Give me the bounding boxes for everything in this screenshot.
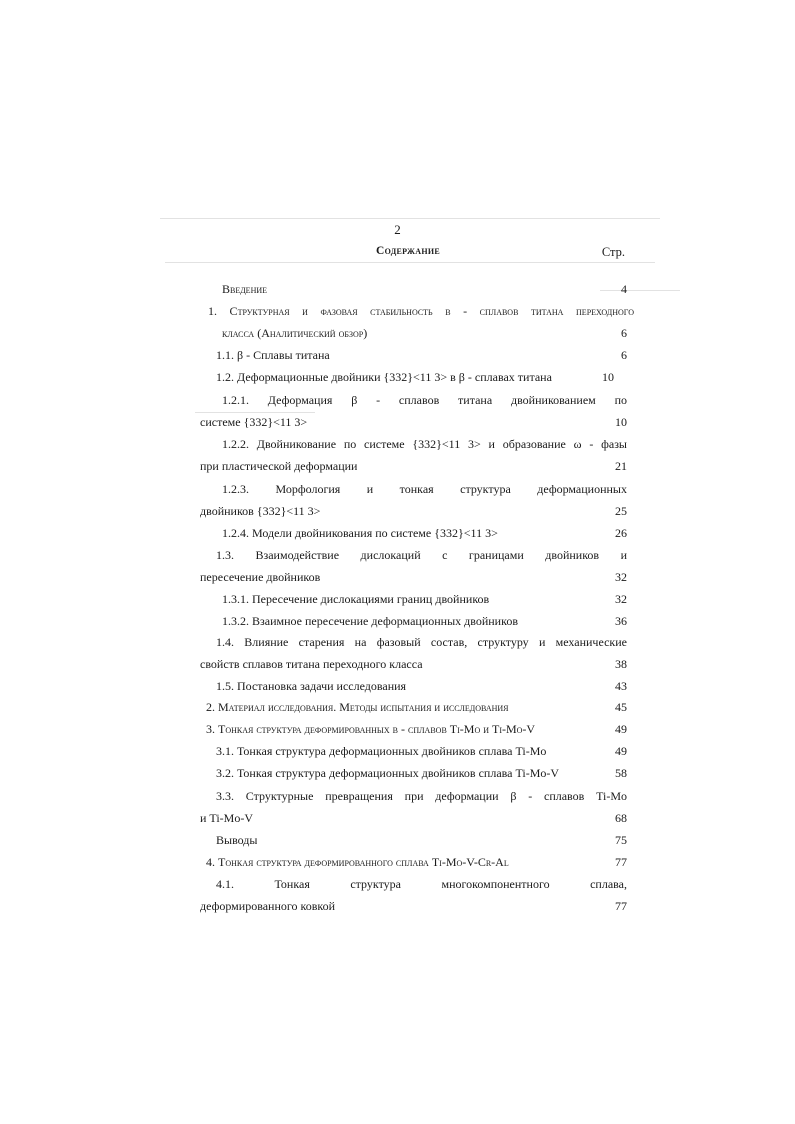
toc-entry-text: 1.1. β - Сплавы титана [216, 348, 330, 362]
toc-entry-page: 49 [615, 722, 627, 736]
toc-entry-text: 1.2.4. Модели двойникования по системе {332}<11 3> [222, 526, 498, 540]
toc-entry-ch2 [200, 697, 627, 717]
toc-entry-text: 4.1. Тонкая структура многокомпонентного сплава, [216, 877, 627, 891]
toc-entry-1-4-line2 [200, 654, 627, 674]
toc-entry-text: Введение [222, 282, 268, 296]
toc-entry-ch1-line2 [200, 323, 627, 343]
toc-entry-page: 49 [615, 744, 627, 758]
toc-entry-text: 1.5. Постановка задачи исследования [216, 679, 407, 693]
toc-entry-page: 6 [621, 348, 627, 362]
toc-entry-3-1 [200, 741, 627, 761]
toc-entry-1-2-2-line1 [222, 434, 627, 454]
toc-entry-text: 3.2. Тонкая структура деформационных двойников сплава Ti-Mo-V [216, 766, 560, 780]
toc-entry-text: 2. Материал исследования. Методы испытания и исследования [206, 700, 509, 714]
toc-entry-page: 10 [602, 370, 614, 384]
toc-entry-intro [200, 279, 627, 299]
toc-entry-ch4 [200, 852, 627, 872]
toc-entry-4-1-line1 [216, 874, 627, 894]
toc-entry-text: 4. Тонкая структура деформированного сплава Ti-Mo-V-Cr-Al [206, 855, 509, 869]
toc-entry-text: 1. Структурная и фазовая стабильность β - сплавов титана переходного [208, 304, 634, 318]
page-number: 2 [394, 222, 401, 237]
toc-entry-1-2-1-line1 [222, 390, 627, 410]
toc-entry-page: 6 [621, 326, 627, 340]
toc-entry-text: 1.3.1. Пересечение дислокациями границ двойников [222, 592, 490, 606]
toc-entry-ch1-line1 [208, 301, 634, 321]
toc-entry-1-2-4 [200, 523, 627, 543]
toc-entry-text: 1.2.1. Деформация β - сплавов титана двойникованием по [222, 393, 627, 407]
toc-entry-1-2-3-line1 [222, 479, 627, 499]
toc-entry-page: 36 [615, 614, 627, 628]
toc-entry-page: 68 [615, 811, 627, 825]
toc-entry-conclusions [200, 830, 627, 850]
toc-entry-page: 25 [615, 504, 627, 518]
toc-entry-text: Выводы [216, 833, 258, 847]
scan-noise [165, 262, 655, 263]
toc-entry-text: свойств сплавов титана переходного класса [200, 657, 423, 671]
toc-entry-3-3-line2 [200, 808, 627, 828]
toc-entry-text: и Ti-Mo-V [200, 811, 253, 825]
toc-entry-ch3 [200, 719, 627, 739]
toc-entry-1-1 [200, 345, 627, 365]
toc-entry-text: 1.4. Влияние старения на фазовый состав, структуру и механические [216, 635, 627, 649]
toc-entry-text: при пластической деформации [200, 459, 358, 473]
toc-entry-page: 43 [615, 679, 627, 693]
toc-entry-page: 77 [615, 855, 627, 869]
toc-entry-1-2 [200, 367, 627, 387]
toc-entry-text: пересечение двойников [200, 570, 321, 584]
page-column-label: Стр. [601, 245, 625, 259]
toc-entry-page: 32 [615, 570, 627, 584]
toc-entry-text: класса (Аналитический обзор) [222, 326, 368, 340]
toc-entry-1-3-line2 [200, 567, 627, 587]
toc-entry-text: 3. Тонкая структура деформированных β - сплавов Ti-Mo и Ti-Mo-V [206, 722, 536, 736]
toc-entry-1-5 [200, 676, 627, 696]
toc-entry-page: 21 [615, 459, 627, 473]
toc-entry-1-3-line1 [216, 545, 627, 565]
toc-entry-text: 1.3. Взаимодействие дислокаций с границами двойников и [216, 548, 627, 562]
toc-entry-page: 58 [615, 766, 627, 780]
scan-noise [160, 218, 660, 219]
toc-entry-page: 38 [615, 657, 627, 671]
toc-entry-text: системе {332}<11 3> [200, 415, 308, 429]
toc-entry-text: 1.2. Деформационные двойники {332}<11 3> в β - сплавах титана [216, 370, 552, 384]
toc-entry-1-3-1 [200, 589, 627, 609]
toc-entry-text: 3.3. Структурные превращения при деформации β - сплавов Ti-Mo [216, 789, 627, 803]
toc-entry-3-3-line1 [216, 786, 627, 806]
toc-entry-1-2-1-line2 [200, 412, 627, 432]
toc-entry-1-2-2-line2 [200, 456, 627, 476]
toc-entry-page: 10 [615, 415, 627, 429]
toc-entry-text: 1.2.2. Двойникование по системе {332}<11 3> и образование ω - фазы [222, 437, 627, 451]
toc-entry-page: 26 [615, 526, 627, 540]
toc-entry-page: 32 [615, 592, 627, 606]
toc-entry-text: двойников {332}<11 3> [200, 504, 321, 518]
toc-entry-text: 1.2.3. Морфология и тонкая структура деформационных [222, 482, 627, 496]
toc-entry-1-3-2 [200, 611, 627, 631]
toc-entry-text: 1.3.2. Взаимное пересечение деформационных двойников [222, 614, 518, 628]
toc-entry-page: 45 [615, 700, 627, 714]
toc-entry-page: 75 [615, 833, 627, 847]
toc-entry-page: 4 [621, 282, 627, 296]
toc-entry-text: деформированного ковкой [200, 899, 336, 913]
toc-entry-text: 3.1. Тонкая структура деформационных двойников сплава Ti-Mo [216, 744, 547, 758]
toc-entry-4-1-line2 [200, 896, 627, 916]
toc-entry-1-4-line1 [216, 632, 627, 652]
toc-entry-3-2 [200, 763, 627, 783]
toc-entry-1-2-3-line2 [200, 501, 627, 521]
toc-entry-page: 77 [615, 899, 627, 913]
toc-heading: Содержание [375, 245, 441, 257]
